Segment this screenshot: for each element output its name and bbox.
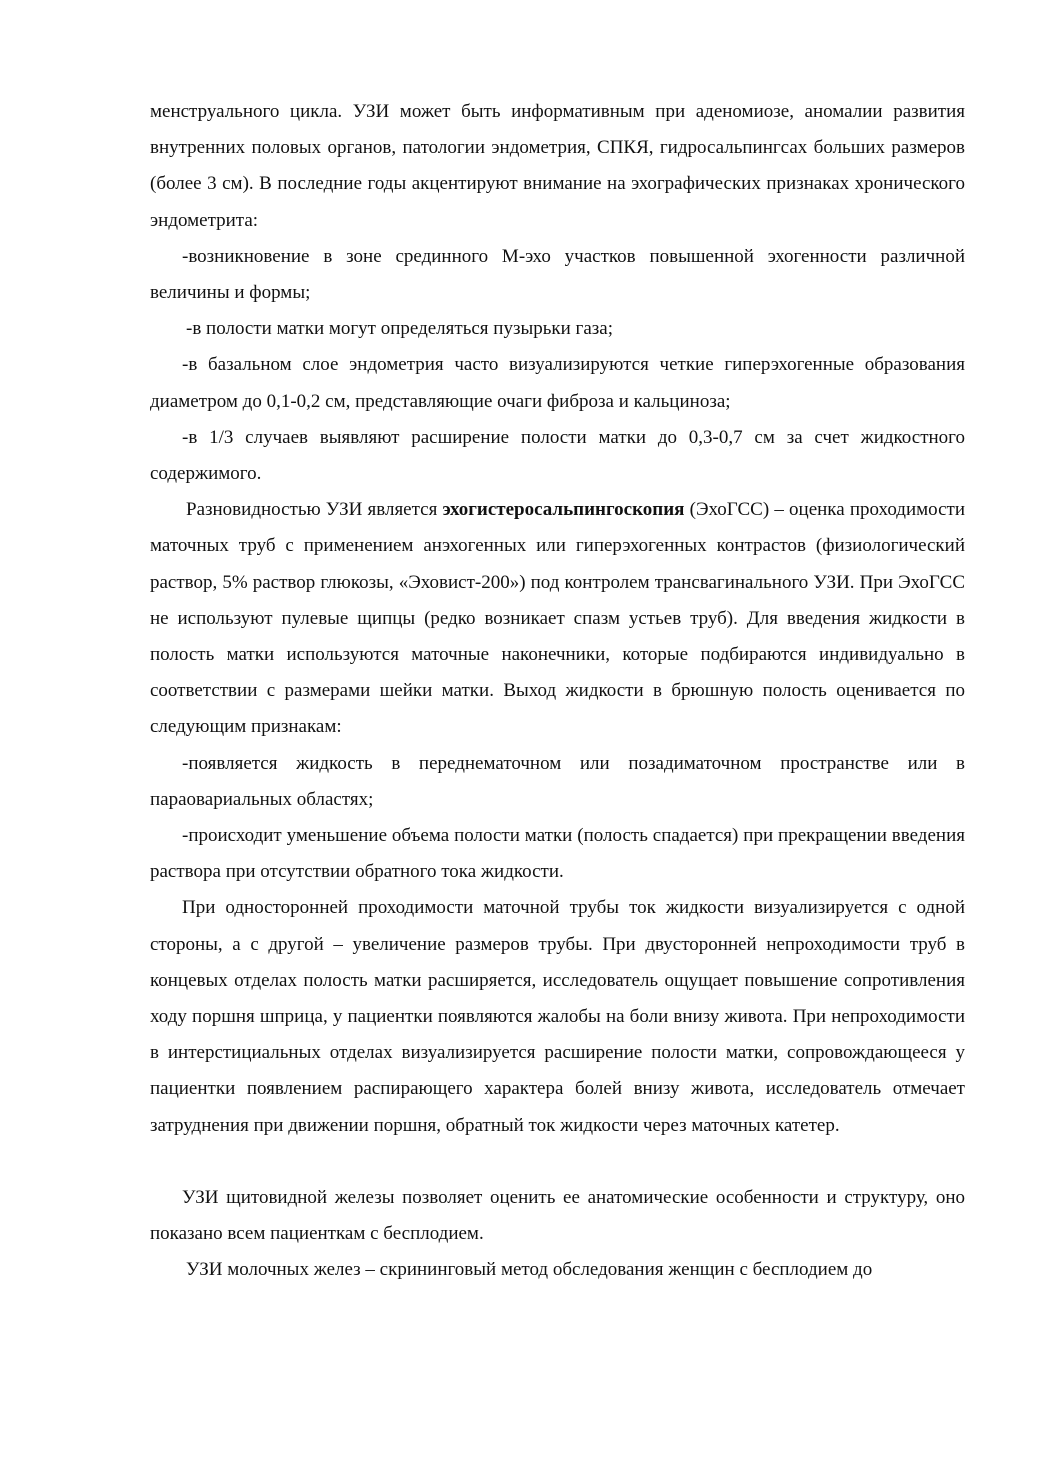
- term-echohysterosalpingoscopy: эхогистеросальпингоскопия: [442, 499, 685, 521]
- list-item-gas-bubbles: -в полости матки могут определяться пузырьки газа;: [186, 318, 613, 340]
- paragraph-spacer: [150, 1144, 965, 1180]
- paragraph-thyroid-us: УЗИ щитовидной железы позволяет оценить ее анатомические особенности и структуру, оно показано всем пациенткам с бесплодием.: [150, 1186, 965, 1245]
- paragraph-menstrual-cycle: менструального цикла. УЗИ может быть информативным при аденомиозе, аномалии развития внутренних половых органов, патологии эндометрия, СПКЯ, гидросальпингсах больших размеров (более 3 см). В последние годы акцентируют внимание на эхографических признаках хронического эндометрита:: [150, 101, 965, 231]
- document-body: [150, 94, 965, 1289]
- paragraph-tube-patency: При односторонней проходимости маточной трубы ток жидкости визуализируется с одной стороны, а с другой – увеличение размеров трубы. При двусторонней непроходимости труб в концевых отделах полость матки расширяется, исследователь ощущает повышение сопротивления ходу поршня шприца, у пациентки появляются жалобы на боли внизу живота. При непроходимости в интерстициальных отделах визуализируется расширение полости матки, сопровождающееся у пациентки появлением распирающего характера болей внизу живота, исследователь отмечает затруднения при движении поршня, обратный ток жидкости через маточных катетер.: [150, 897, 965, 1136]
- list-item-m-echo: -возникновение в зоне срединного М-эхо участков повышенной эхогенности различной величины и формы;: [150, 245, 965, 304]
- list-item-cavity-expansion: -в 1/3 случаев выявляют расширение полости матки до 0,3-0,7 см за счет жидкостного содержимого.: [150, 426, 965, 485]
- paragraph-echohss-after: (ЭхоГСС) – оценка проходимости маточных труб с применением анэхогенных или гиперэхогенных контрастов (физиологический раствор, 5% раствор глюкозы, «Эховист-200») под контролем трансвагинального УЗИ. При ЭхоГСС не используют пулевые щипцы (редко возникает спазм устьев труб). Для введения жидкости в полость матки используются маточные наконечники, которые подбираются индивидуально в соответствии с размерами шейки матки. Выход жидкости в брюшную полость оценивается по следующим признакам:: [150, 499, 966, 738]
- list-item-volume-decrease: -происходит уменьшение объема полости матки (полость спадается) при прекращении введения раствора при отсутствии обратного тока жидкости.: [150, 825, 965, 883]
- list-item-basal-layer: -в базальном слое эндометрия часто визуализируются четкие гиперэхогенные образования диаметром до 0,1-0,2 см, представляющие очаги фиброза и кальциноза;: [150, 354, 965, 412]
- paragraph-echohss: [150, 492, 965, 745]
- paragraph-echohss-before: Разновидностью УЗИ является: [186, 499, 443, 521]
- paragraph-breast-us: УЗИ молочных желез – скрининговый метод обследования женщин с бесплодием до: [186, 1259, 873, 1281]
- list-item-fluid-appears: -появляется жидкость в переднематочном или позадиматочном пространстве или в параовариальных областях;: [150, 752, 965, 810]
